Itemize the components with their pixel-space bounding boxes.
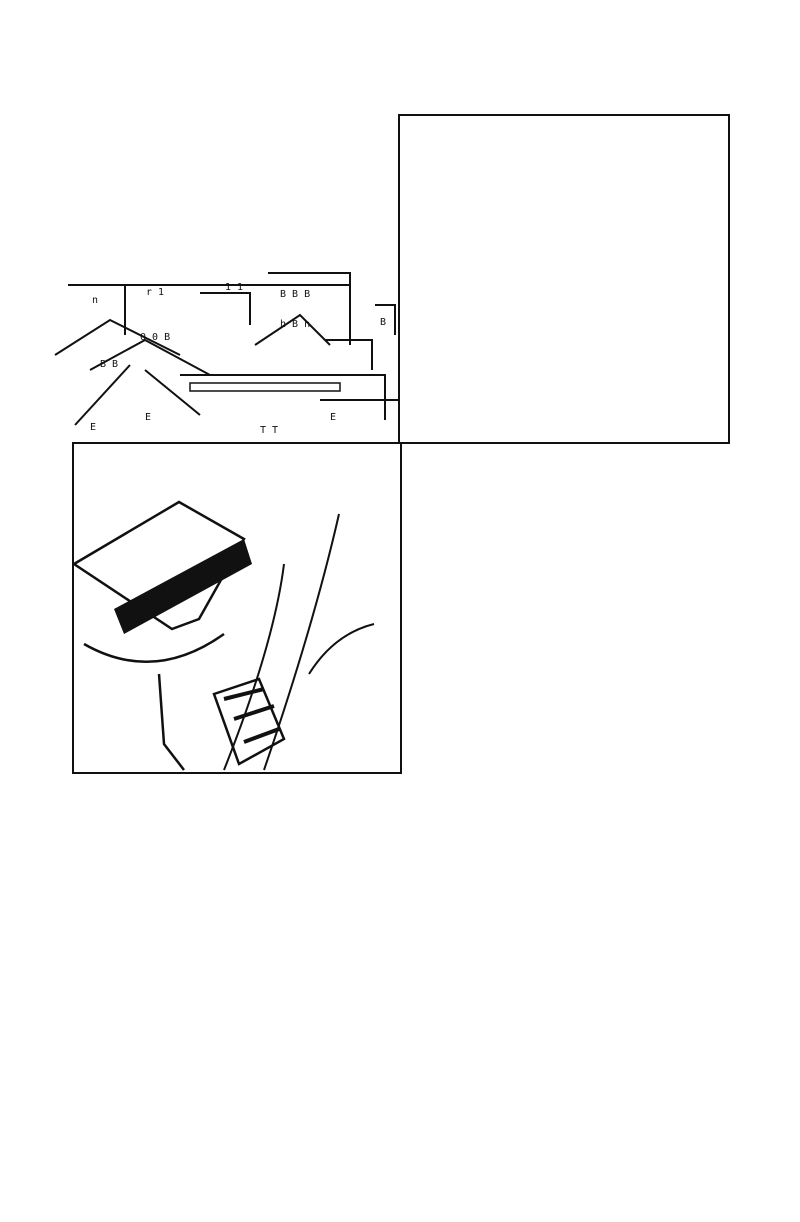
svg-text:0 0 B: 0 0 B (140, 332, 171, 343)
svg-text:r 1: r 1 (146, 287, 165, 298)
svg-text:E: E (145, 412, 152, 423)
svg-text:1 1: 1 1 (225, 282, 244, 293)
svg-text:B B: B B (100, 359, 119, 370)
svg-text:E: E (330, 412, 337, 423)
svg-text:T T: T T (260, 425, 279, 435)
svg-text:E: E (90, 422, 97, 433)
hat-figure-illustration (74, 444, 400, 772)
rooftops-illustration (50, 255, 400, 435)
svg-text:h B n: h B n (280, 319, 311, 330)
svg-text:n: n (92, 295, 99, 306)
svg-text:B: B (380, 317, 387, 328)
binary-portrait-panel (72, 442, 402, 774)
pattern-panel-dissolving (398, 114, 730, 444)
checker-pattern-top (400, 116, 728, 336)
floor-tile-pattern (398, 772, 728, 1100)
window-strip (190, 383, 340, 391)
svg-text:B B B: B B B (280, 289, 311, 300)
